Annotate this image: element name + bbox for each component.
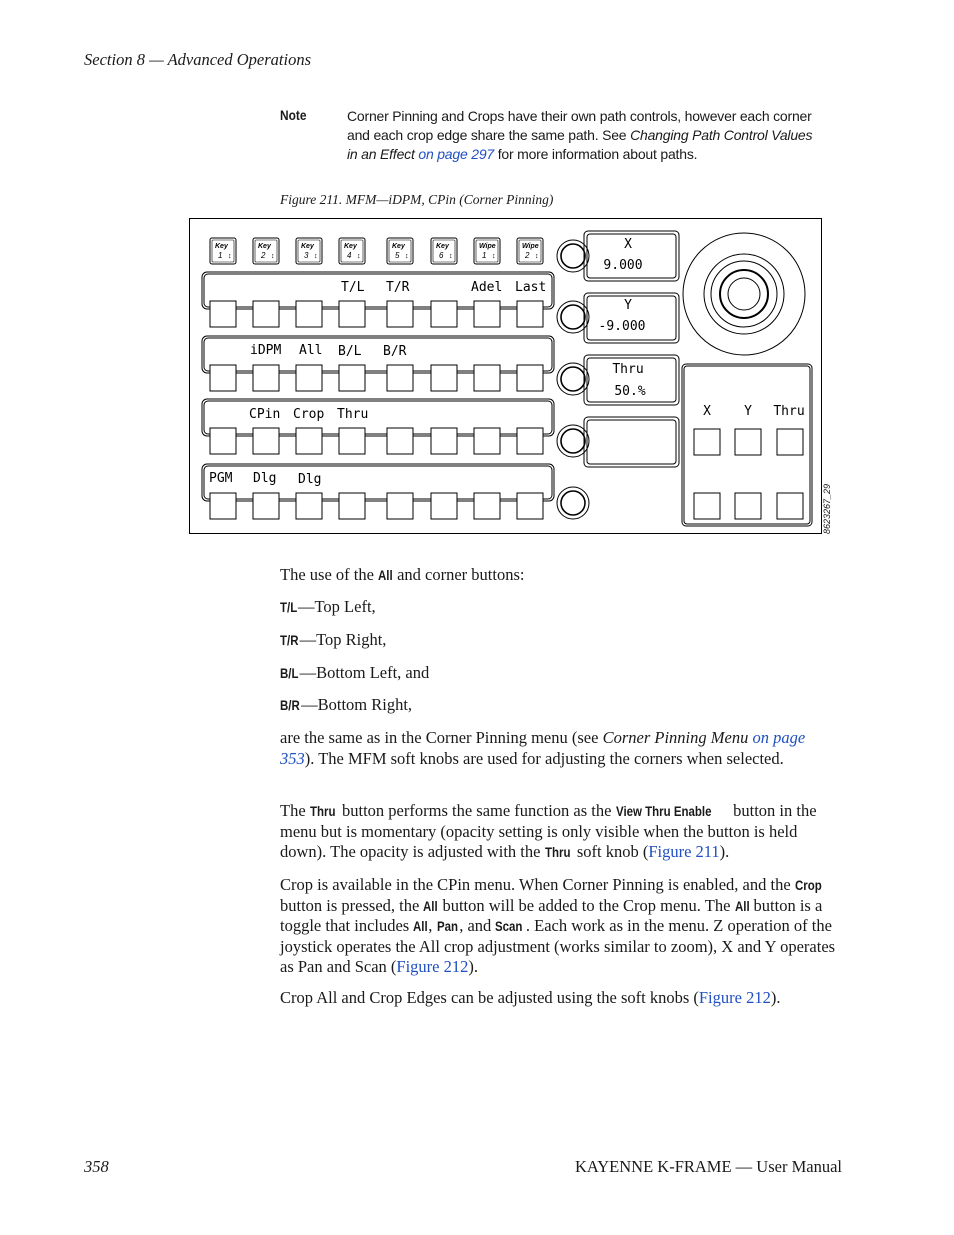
svg-text:Key: Key [215, 243, 228, 250]
mfm-panel-figure [189, 218, 822, 534]
label-all: All [299, 343, 323, 358]
paragraph-crop-knobs: Crop All and Crop Edges can be adjusted using the soft knobs (Figure 212). [280, 988, 781, 1007]
joystick-button-r1-c3 [777, 429, 803, 455]
note-text: Corner Pinning and Crops have their own path controls, however each corner and each crop edge share the same path. See Changing Path Control Values in an Effect on page 297 for more information about paths. [347, 108, 813, 162]
svg-text:↕: ↕ [449, 253, 453, 260]
label-dlg-2: Dlg [298, 472, 322, 487]
item-tr: T/R—Top Right, [280, 630, 387, 649]
knob-thru-name: Thru [612, 362, 644, 377]
joystick-button-r2-c2 [735, 493, 761, 519]
svg-text:Key: Key [258, 243, 271, 250]
joystick-labels [703, 404, 805, 419]
svg-text:↕: ↕ [405, 253, 409, 260]
knob-x-name: X [624, 237, 632, 252]
figure-link[interactable]: Figure 211 [648, 842, 720, 861]
note-label: Note [280, 107, 307, 123]
panel-button-r4-c1 [210, 493, 236, 519]
joystick-label-y: Y [744, 404, 752, 419]
mfm-panel-diagram [190, 219, 821, 533]
label-dlg-1: Dlg [253, 471, 277, 486]
svg-text:Key: Key [392, 243, 405, 250]
item-bl: B/L—Bottom Left, and [280, 663, 430, 682]
panel-button-r1-c6 [431, 301, 457, 327]
svg-text:1: 1 [482, 251, 487, 260]
panel-button-r2-c7 [474, 365, 500, 391]
knob-y-name: Y [624, 298, 632, 313]
joystick-button-r1-c2 [735, 429, 761, 455]
soft-knob-5 [557, 487, 589, 519]
panel-button-r3-c2 [253, 428, 279, 454]
svg-text:Key: Key [436, 243, 449, 250]
svg-text:5: 5 [395, 251, 400, 260]
svg-text:Wipe: Wipe [522, 243, 539, 250]
svg-text:↕: ↕ [492, 253, 496, 260]
label-br: B/R [383, 344, 407, 359]
panel-button-r2-c4 [339, 365, 365, 391]
panel-button-r3-c7 [474, 428, 500, 454]
panel-button-r1-c2 [253, 301, 279, 327]
panel-button-r4-c8 [517, 493, 543, 519]
svg-text:2: 2 [261, 251, 266, 260]
key-button-1 [210, 238, 236, 264]
joystick [683, 233, 805, 355]
key-button-6 [431, 238, 457, 264]
figure-link[interactable]: Figure 212 [698, 988, 771, 1007]
svg-text:↕: ↕ [535, 253, 539, 260]
key-button-7 [474, 238, 500, 264]
knob-thru-value: 50.% [614, 384, 646, 399]
svg-text:Wipe: Wipe [479, 243, 496, 250]
label-thru: Thru [337, 407, 369, 422]
joystick-button-r1-c1 [694, 429, 720, 455]
page-number: 358 [84, 1157, 109, 1176]
label-tl: T/L [341, 280, 365, 295]
panel-button-r2-c6 [431, 365, 457, 391]
svg-text:Key: Key [301, 243, 314, 250]
paragraph-intro: The use of the All and corner buttons: [280, 565, 525, 584]
panel-button-r1-c1 [210, 301, 236, 327]
panel-button-r2-c2 [253, 365, 279, 391]
knob-display-4 [584, 417, 679, 467]
key-buttons [210, 238, 543, 264]
panel-button-r1-c8 [517, 301, 543, 327]
panel-button-r4-c5 [387, 493, 413, 519]
figure-id: 8623267_29 [822, 483, 832, 534]
panel-button-r1-c4 [339, 301, 365, 327]
panel-button-r4-c2 [253, 493, 279, 519]
label-adel: Adel [471, 280, 503, 295]
joystick-label-thru: Thru [773, 404, 805, 419]
key-button-4 [339, 238, 365, 264]
panel-button-r4-c3 [296, 493, 322, 519]
panel-button-r2-c3 [296, 365, 322, 391]
panel-button-r3-c3 [296, 428, 322, 454]
svg-text:4: 4 [347, 251, 352, 260]
panel-button-r3-c4 [339, 428, 365, 454]
panel-button-r1-c3 [296, 301, 322, 327]
panel-button-r2-c8 [517, 365, 543, 391]
panel-button-r1-c7 [474, 301, 500, 327]
label-idpm: iDPM [250, 343, 282, 358]
joystick-buttons [694, 429, 803, 519]
svg-text:Key: Key [344, 243, 357, 250]
paragraph-thru: The Thru button performs the same function as the View Thru Enable button in the menu but is momentary (opacity setting is only visible when the button is held down). The opacity is adjusted with the Thru soft knob (Figure 211). [280, 801, 817, 861]
panel-button-r3-c5 [387, 428, 413, 454]
page-link[interactable]: on page 353 [280, 728, 806, 768]
paragraph-crop: Crop is available in the CPin menu. When Corner Pinning is enabled, and the Crop button is pressed, the All button will be added to the Crop menu. The All button is a toggle that includes All, Pan, and Scan . Each work as in the menu. Z operation of the joystick operates the All crop adjustment (works similar to zoom), X and Y operates as Pan and Scan (Figure 212). [280, 875, 836, 976]
key-button-3 [296, 238, 322, 264]
page-link[interactable]: on page 297 [418, 146, 495, 162]
panel-button-r3-c8 [517, 428, 543, 454]
svg-text:6: 6 [439, 251, 444, 260]
key-button-2 [253, 238, 279, 264]
panel-button-r2-c5 [387, 365, 413, 391]
key-button-8 [517, 238, 543, 264]
panel-button-r4-c7 [474, 493, 500, 519]
panel-button-r1-c5 [387, 301, 413, 327]
svg-text:↕: ↕ [357, 253, 361, 260]
svg-text:↕: ↕ [314, 253, 318, 260]
knob-display-text [599, 237, 646, 399]
panel-button-r3-c1 [210, 428, 236, 454]
label-tr: T/R [386, 280, 410, 295]
svg-text:↕: ↕ [228, 253, 232, 260]
label-crop: Crop [293, 407, 325, 422]
panel-button-r4-c4 [339, 493, 365, 519]
svg-text:1: 1 [218, 251, 223, 260]
panel-button-r4-c6 [431, 493, 457, 519]
knob-x-value: 9.000 [603, 258, 643, 273]
joystick-label-x: X [703, 404, 711, 419]
svg-text:3: 3 [304, 251, 309, 260]
joystick-button-r2-c1 [694, 493, 720, 519]
label-bl: B/L [338, 344, 362, 359]
svg-text:2: 2 [525, 251, 530, 260]
figure-caption: Figure 211. MFM—iDPM, CPin (Corner Pinning) [280, 192, 554, 207]
paragraph-corners: are the same as in the Corner Pinning menu (see Corner Pinning Menu on page 353). The MFM soft knobs are used for adjusting the corners when selected. [280, 728, 806, 768]
panel-button-r3-c6 [431, 428, 457, 454]
footer-title: KAYENNE K-FRAME — User Manual [574, 1157, 842, 1176]
running-header: Section 8 — Advanced Operations [84, 50, 311, 69]
svg-text:↕: ↕ [271, 253, 275, 260]
label-pgm: PGM [209, 471, 233, 486]
item-tl: T/L—Top Left, [280, 597, 376, 616]
label-cpin: CPin [249, 407, 281, 422]
label-last: Last [515, 280, 547, 295]
knob-y-value: -9.000 [598, 319, 646, 334]
joystick-button-r2-c3 [777, 493, 803, 519]
panel-button-r2-c1 [210, 365, 236, 391]
figure-link[interactable]: Figure 212 [396, 957, 469, 976]
key-button-5 [387, 238, 413, 264]
item-br: B/R—Bottom Right, [280, 695, 413, 714]
